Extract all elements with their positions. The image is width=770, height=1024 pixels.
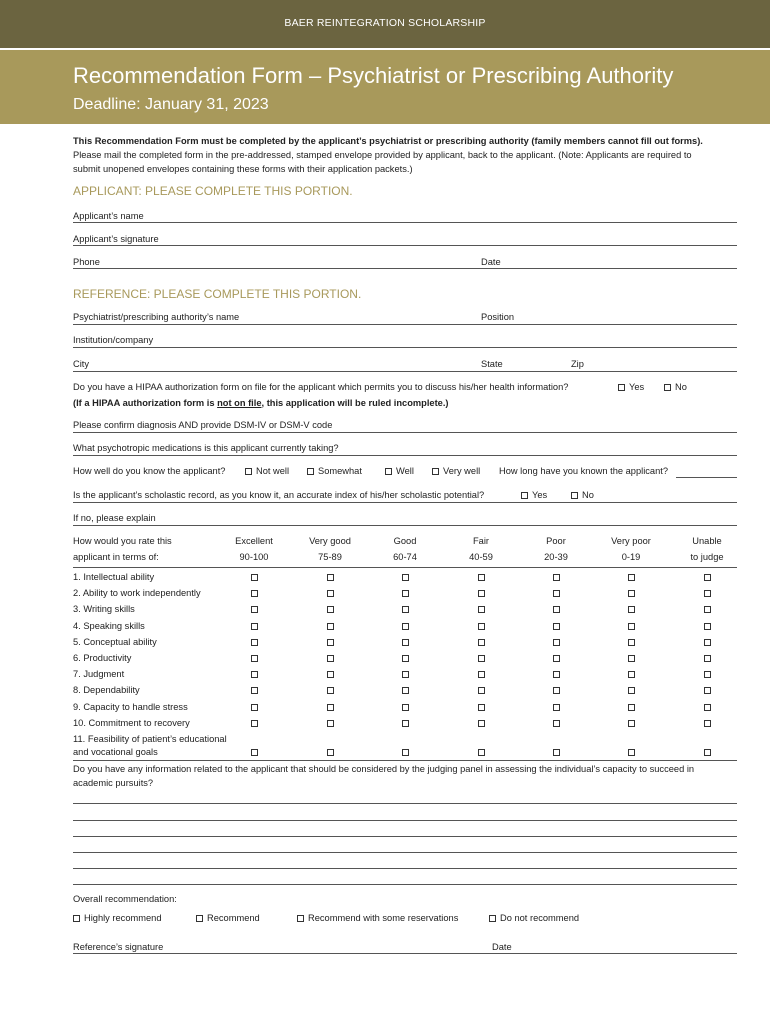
overall-label: Overall recommendation: (73, 894, 177, 904)
applicant-name-field[interactable] (73, 222, 737, 223)
diagnosis-label: Please confirm diagnosis AND provide DSM-IV or DSM-V code (73, 420, 333, 430)
rating-checkbox[interactable] (704, 590, 711, 597)
rating-checkbox[interactable] (704, 704, 711, 711)
scholastic-question: Is the applicant’s scholastic record, as you know it, an accurate index of his/her scholastic potential? (73, 490, 485, 500)
intro-line-3: submit unopened envelopes containing these forms with their application packets.) (73, 164, 413, 174)
overall-option-recommend[interactable]: Recommend (196, 913, 260, 923)
know-question: How well do you know the applicant? (73, 466, 226, 476)
rating-checkbox[interactable] (402, 671, 409, 678)
know-option-somewhat[interactable]: Somewhat (307, 466, 362, 476)
additional-answer-line[interactable] (73, 803, 737, 804)
applicant-date-label: Date (481, 257, 501, 267)
rating-checkbox[interactable] (327, 687, 334, 694)
rating-checkbox[interactable] (704, 720, 711, 727)
rating-column-range: to judge (690, 552, 724, 562)
institution-field[interactable] (73, 347, 737, 348)
rating-checkbox[interactable] (628, 623, 635, 630)
rating-checkbox[interactable] (251, 749, 258, 756)
applicant-name-label: Applicant’s name (73, 211, 144, 221)
know-option-not-well[interactable]: Not well (245, 466, 289, 476)
title-band (0, 50, 770, 124)
explain-field[interactable] (73, 525, 737, 526)
rating-checkbox[interactable] (478, 749, 485, 756)
rating-checkbox[interactable] (478, 671, 485, 678)
rating-table-bottom (73, 760, 737, 761)
checkbox-icon[interactable] (618, 384, 625, 391)
rating-checkbox[interactable] (402, 590, 409, 597)
scholastic-no-option[interactable]: No (571, 490, 594, 500)
hipaa-question: Do you have a HIPAA authorization form on file for the applicant which permits you to discuss his/her health information? (73, 382, 569, 392)
rating-checkbox[interactable] (327, 574, 334, 581)
rating-checkbox[interactable] (251, 606, 258, 613)
how-long-field[interactable] (676, 477, 737, 478)
medications-field[interactable] (73, 455, 737, 456)
rating-checkbox[interactable] (402, 687, 409, 694)
state-label: State (481, 359, 503, 369)
band-label: BAER REINTEGRATION SCHOLARSHIP (284, 17, 486, 29)
rating-checkbox[interactable] (251, 590, 258, 597)
rating-checkbox[interactable] (478, 639, 485, 646)
rating-column-name: Excellent (235, 536, 273, 546)
rating-checkbox[interactable] (628, 687, 635, 694)
additional-question-line-2: academic pursuits? (73, 778, 154, 788)
checkbox-icon[interactable] (73, 915, 80, 922)
rating-checkbox[interactable] (327, 749, 334, 756)
header-band (0, 0, 770, 48)
page-title: Recommendation Form – Psychiatrist or Prescribing Authority (73, 63, 674, 88)
rating-criterion-label: 2. Ability to work independently (73, 588, 201, 599)
overall-option-highly-recommend[interactable]: Highly recommend (73, 913, 162, 923)
checkbox-icon[interactable] (489, 915, 496, 922)
diagnosis-field[interactable] (73, 432, 737, 433)
rating-checkbox[interactable] (327, 655, 334, 662)
rating-checkbox[interactable] (478, 590, 485, 597)
rating-checkbox[interactable] (478, 655, 485, 662)
rating-checkbox[interactable] (704, 687, 711, 694)
rating-column-name: Fair (472, 536, 489, 546)
reference-section-heading: REFERENCE: PLEASE COMPLETE THIS PORTION. (73, 287, 362, 301)
reference-date-label: Date (492, 942, 512, 952)
additional-question-line-1: Do you have any information related to the applicant that should be considered by the judging panel in assessing the individual’s capacity to succeed in (73, 764, 695, 774)
rating-checkbox[interactable] (704, 574, 711, 581)
rating-checkbox[interactable] (553, 655, 560, 662)
rating-checkbox[interactable] (628, 590, 635, 597)
rating-checkbox[interactable] (478, 606, 485, 613)
rating-checkbox[interactable] (402, 623, 409, 630)
hipaa-no-option[interactable]: No (664, 382, 687, 392)
rating-criterion-label: 5. Conceptual ability (73, 636, 157, 647)
know-option-very-well[interactable]: Very well (432, 466, 480, 476)
rating-checkbox[interactable] (628, 704, 635, 711)
rating-checkbox[interactable] (553, 749, 560, 756)
hipaa-warning: (If a HIPAA authorization form is not on file, this application will be ruled incomplete.) (73, 398, 449, 408)
overall-option-reservations[interactable]: Recommend with some reservations (297, 913, 458, 923)
rating-checkbox[interactable] (327, 704, 334, 711)
rating-checkbox[interactable] (327, 606, 334, 613)
rating-checkbox[interactable] (553, 590, 560, 597)
rating-checkbox[interactable] (628, 574, 635, 581)
applicant-signature-label: Applicant’s signature (73, 234, 159, 244)
rating-checkbox[interactable] (704, 671, 711, 678)
additional-answer-line[interactable] (73, 884, 737, 885)
institution-label: Institution/company (73, 335, 154, 345)
rating-checkbox[interactable] (628, 671, 635, 678)
rating-checkbox[interactable] (251, 687, 258, 694)
rating-prompt-line-2: applicant in terms of: (73, 552, 159, 562)
reference-signature-field[interactable] (73, 953, 737, 954)
rating-checkbox[interactable] (704, 749, 711, 756)
know-option-well[interactable]: Well (385, 466, 414, 476)
rating-column-range: 0-19 (621, 552, 641, 562)
reference-signature-label: Reference’s signature (73, 942, 164, 952)
explain-label: If no, please explain (73, 513, 156, 523)
rating-checkbox[interactable] (478, 687, 485, 694)
rating-checkbox[interactable] (402, 639, 409, 646)
checkbox-icon[interactable] (521, 492, 528, 499)
rating-checkbox[interactable] (402, 704, 409, 711)
rating-checkbox[interactable] (402, 749, 409, 756)
rating-checkbox[interactable] (478, 704, 485, 711)
rating-checkbox[interactable] (628, 655, 635, 662)
rating-checkbox[interactable] (478, 623, 485, 630)
rating-checkbox[interactable] (628, 720, 635, 727)
rating-checkbox[interactable] (553, 574, 560, 581)
rating-checkbox[interactable] (553, 623, 560, 630)
zip-label: Zip (571, 359, 584, 369)
rating-prompt-line-1: How would you rate this (73, 536, 172, 546)
rating-checkbox[interactable] (478, 574, 485, 581)
rating-checkbox[interactable] (327, 623, 334, 630)
rating-checkbox[interactable] (327, 590, 334, 597)
rating-checkbox[interactable] (628, 606, 635, 613)
phone-label: Phone (73, 257, 100, 267)
rating-criterion-label: 6. Productivity (73, 653, 132, 663)
rating-criterion-label: 3. Writing skills (73, 604, 135, 615)
criterion-11-line-1: 11. Feasibility of patient’s educational (73, 734, 227, 744)
rating-criterion-label: 9. Capacity to handle stress (73, 701, 188, 712)
additional-answer-line[interactable] (73, 820, 737, 821)
criterion-11-line-2: and vocational goals (73, 747, 158, 757)
rating-column-range: 75-89 (318, 552, 342, 562)
intro-line-1: This Recommendation Form must be completed by the applicant’s psychiatrist or prescribing authority (family members cannot fill out forms). (73, 136, 703, 146)
rating-checkbox[interactable] (704, 655, 711, 662)
rating-checkbox[interactable] (553, 639, 560, 646)
rating-checkbox[interactable] (251, 720, 258, 727)
scholastic-divider (73, 502, 737, 503)
rating-checkbox[interactable] (553, 671, 560, 678)
checkbox-icon[interactable] (307, 468, 314, 475)
phone-date-field[interactable] (73, 268, 737, 269)
rating-column-name: Poor (546, 536, 566, 546)
checkbox-icon[interactable] (432, 468, 439, 475)
rating-column-name: Very poor (611, 536, 651, 546)
rating-checkbox[interactable] (327, 671, 334, 678)
additional-answer-line[interactable] (73, 836, 737, 837)
additional-answer-line[interactable] (73, 852, 737, 853)
deadline: Deadline: January 31, 2023 (73, 96, 269, 113)
checkbox-icon[interactable] (297, 915, 304, 922)
rating-column-range: 40-59 (469, 552, 493, 562)
rating-checkbox[interactable] (251, 574, 258, 581)
rating-checkbox[interactable] (553, 720, 560, 727)
rating-column-range: 90-100 (239, 552, 269, 562)
additional-answer-line[interactable] (73, 868, 737, 869)
position-label: Position (481, 312, 515, 322)
rating-checkbox[interactable] (327, 639, 334, 646)
rating-checkbox[interactable] (251, 655, 258, 662)
checkbox-icon[interactable] (571, 492, 578, 499)
rating-checkbox[interactable] (704, 639, 711, 646)
overall-option-do-not-recommend[interactable]: Do not recommend (489, 913, 579, 923)
rating-header-divider (73, 567, 737, 568)
rating-checkbox[interactable] (327, 720, 334, 727)
applicant-section-heading: APPLICANT: PLEASE COMPLETE THIS PORTION. (73, 184, 353, 198)
checkbox-icon[interactable] (196, 915, 203, 922)
rating-checkbox[interactable] (478, 720, 485, 727)
rating-criterion-label: 7. Judgment (73, 669, 125, 680)
rating-checkbox[interactable] (704, 623, 711, 630)
rating-checkbox[interactable] (402, 574, 409, 581)
hipaa-yes-option[interactable]: Yes (618, 382, 644, 392)
rating-column-name: Very good (309, 536, 351, 546)
rating-column-range: 20-39 (544, 552, 568, 562)
rating-criterion-label: 8. Dependability (73, 685, 140, 696)
rating-checkbox[interactable] (402, 720, 409, 727)
rating-checkbox[interactable] (402, 606, 409, 613)
checkbox-icon[interactable] (385, 468, 392, 475)
rating-column-range: 60-74 (393, 552, 417, 562)
rating-criterion-label: 4. Speaking skills (73, 620, 145, 631)
rating-checkbox[interactable] (251, 639, 258, 646)
rating-checkbox[interactable] (251, 623, 258, 630)
rating-checkbox[interactable] (251, 704, 258, 711)
rating-checkbox[interactable] (553, 606, 560, 613)
rating-criterion-label: 10. Commitment to recovery (73, 717, 190, 728)
checkbox-icon[interactable] (245, 468, 252, 475)
rating-checkbox[interactable] (402, 655, 409, 662)
rating-checkbox[interactable] (628, 639, 635, 646)
reference-name-field[interactable] (73, 324, 737, 325)
rating-checkbox[interactable] (704, 606, 711, 613)
checkbox-icon[interactable] (664, 384, 671, 391)
rating-checkbox[interactable] (251, 671, 258, 678)
rating-checkbox[interactable] (553, 704, 560, 711)
intro-line-2: Please mail the completed form in the pre-addressed, stamped envelope provided by applicant, back to the applicant. (Note: Applicants are required to (73, 150, 692, 160)
rating-criterion-label: 1. Intellectual ability (73, 572, 155, 582)
scholastic-yes-option[interactable]: Yes (521, 490, 547, 500)
reference-name-label: Psychiatrist/prescribing authority’s name (73, 312, 240, 322)
rating-checkbox[interactable] (628, 749, 635, 756)
how-long-label: How long have you known the applicant? (499, 466, 669, 476)
rating-checkbox[interactable] (553, 687, 560, 694)
medications-label: What psychotropic medications is this applicant currently taking? (73, 443, 339, 453)
applicant-signature-field[interactable] (73, 245, 737, 246)
city-state-zip-field[interactable] (73, 371, 737, 372)
city-label: City (73, 359, 90, 369)
rating-column-name: Good (393, 536, 417, 546)
rating-column-name: Unable (692, 536, 722, 546)
